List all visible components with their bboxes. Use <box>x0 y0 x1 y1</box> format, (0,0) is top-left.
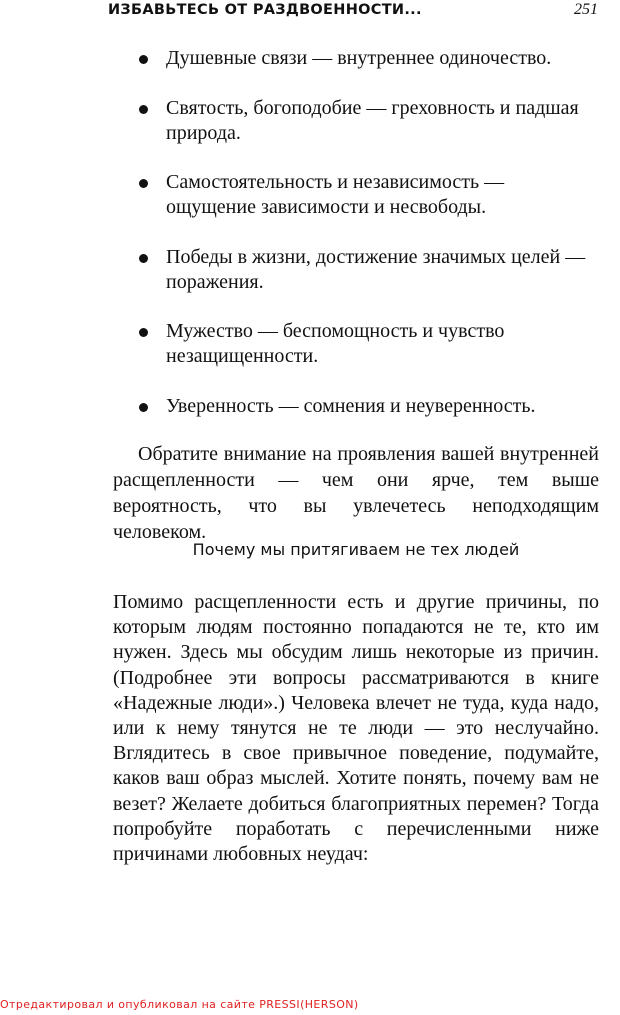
bullet-item <box>136 46 598 71</box>
bullet-text: Уверенность — сомнения и неуверенность. <box>166 394 536 417</box>
footer-credit: Отредактировал и опубликовал на сайте PRESSI(HERSON) <box>0 998 359 1011</box>
bullet-dot-icon <box>139 179 148 188</box>
bullet-item <box>136 319 598 369</box>
bullet-dot-icon <box>139 55 148 64</box>
bullet-text: Святость, богоподобие — греховность и падшая природа. <box>166 96 579 144</box>
bullet-text: Мужество — беспомощность и чувство незащищенности. <box>166 320 505 367</box>
bullet-item <box>136 245 598 295</box>
bullet-item <box>136 96 598 146</box>
main-paragraph: Помимо расщепленности есть и другие причины, по которым людям постоянно попадаются не те, кто им нужен. Здесь мы обсудим лишь некоторые из причин. (Подробнее эти вопросы рассматриваются в книге «Надежные люди».) Человека влечет не туда, куда надо, или к нему тянутся не те люди — это неслучайно. Вглядитесь в свое привычное поведение, подумайте, каков ваш образ мыслей. Хотите понять, почему вам не везет? Желаете добиться благоприятных перемен? Тогда попробуйте поработать с перечисленными ниже причинами любовных неудач: <box>113 591 599 866</box>
bullet-dot-icon <box>139 328 148 337</box>
section-subheading: Почему мы притягиваем не тех людей <box>192 540 520 559</box>
bullet-dot-icon <box>139 254 148 263</box>
bullet-dot-icon <box>139 403 148 412</box>
bullet-text: Самостоятельность и независимость — ощущение зависимости и несвободы. <box>166 171 505 218</box>
page-number: 251 <box>574 1 598 18</box>
bullet-text: Душевные связи — внутреннее одиночество. <box>166 47 552 69</box>
bullet-item <box>136 394 598 419</box>
running-head: ИЗБАВЬТЕСЬ ОТ РАЗДВОЕННОСТИ... <box>108 2 422 18</box>
bullet-dot-icon <box>139 105 148 114</box>
intro-paragraph: Обратите внимание на проявления вашей внутренней расщепленности — чем они ярче, тем выше вероятность, что вы увлечетесь неподходящим человеком. <box>113 443 599 543</box>
bullet-text: Победы в жизни, достижение значимых целей — поражения. <box>166 245 586 293</box>
bullet-list <box>136 46 598 443</box>
page-header <box>108 2 598 24</box>
bullet-item <box>136 170 598 220</box>
